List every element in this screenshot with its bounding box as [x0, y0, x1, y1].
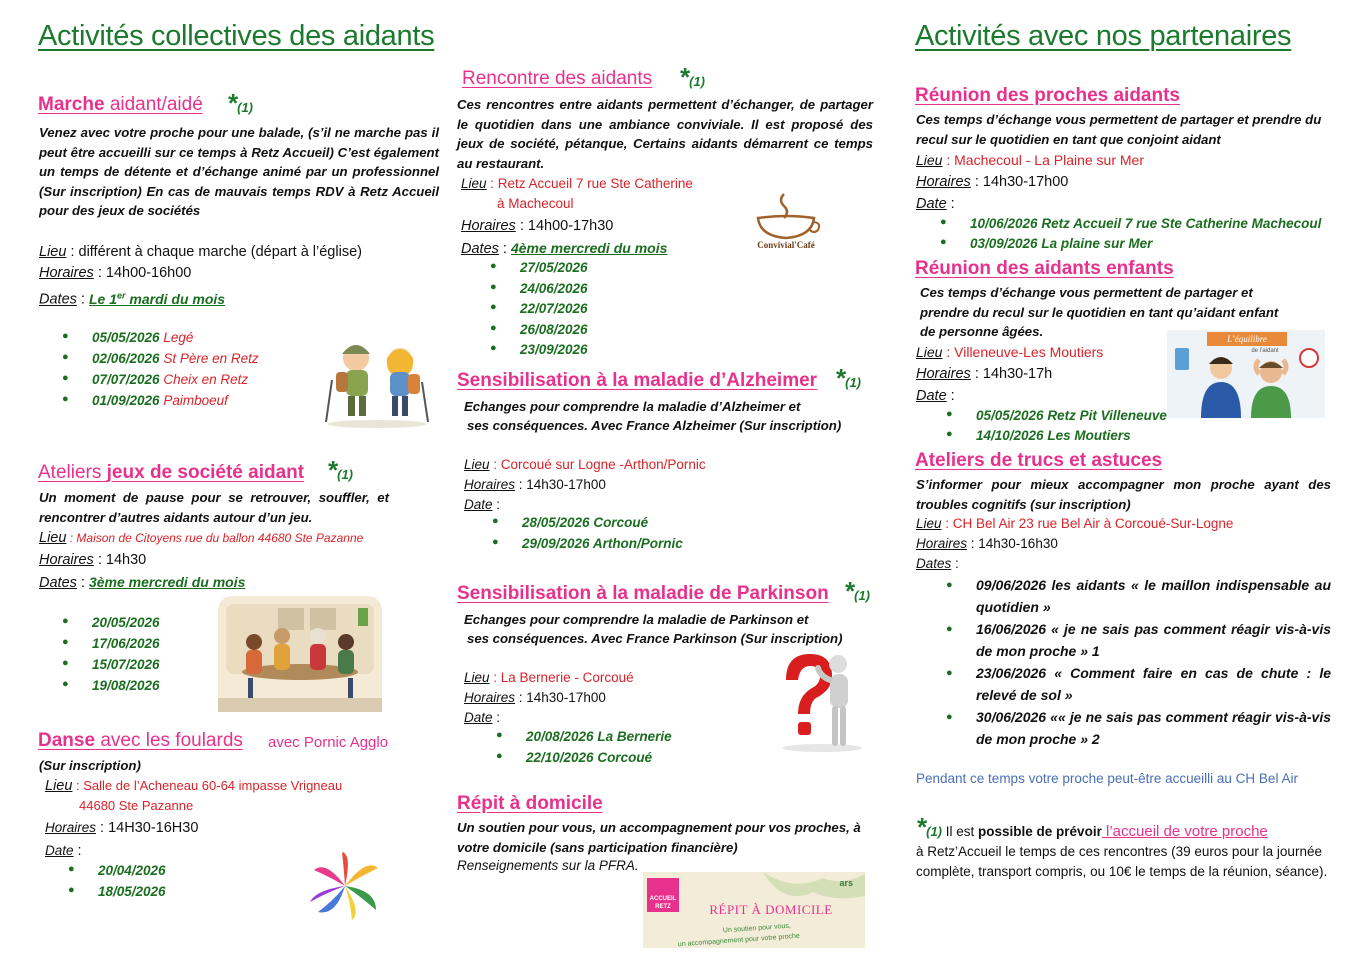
dates-sep: : — [76, 575, 89, 591]
danse-sub: (Sur inscription) — [39, 758, 141, 773]
footnote-ref: (1) — [845, 375, 862, 390]
horaires-value: : 14h00-17h30 — [515, 218, 614, 234]
horaires-value: : 14h00-16h00 — [93, 265, 192, 281]
place-text: Paimboeuf — [159, 393, 228, 408]
list-item — [62, 393, 259, 414]
rencontre-horaires — [461, 216, 613, 236]
logo-text: Convivial'Café — [757, 240, 815, 250]
repit-title: Répit à domicile — [457, 793, 603, 814]
caregiver-balance-illustration — [1167, 330, 1325, 418]
parkinson-star — [844, 576, 870, 607]
lieu-value: : CH Bel Air 23 rue Bel Air à Corcoué-Sur-Logne — [941, 516, 1234, 531]
alzheimer-dates — [464, 495, 500, 515]
place-text: St Père en Retz — [159, 351, 259, 366]
footnote-ref: (1) — [854, 588, 871, 603]
jeux-star — [327, 455, 353, 486]
question-mark-figure-illustration — [776, 646, 868, 752]
enfants-horaires — [916, 364, 1052, 384]
footnote-text-c: l’accueil de votre proche — [1101, 823, 1268, 840]
danse-lieu-line2: 44680 Ste Pazanne — [79, 798, 194, 813]
danse-title — [38, 730, 243, 752]
horaires-value: : 14h30-17h00 — [515, 690, 606, 705]
horaires-label: Horaires — [464, 690, 516, 705]
dates-label: Date — [464, 710, 493, 725]
list-item: ● 14/10/2026 Les Moutiers — [946, 428, 1167, 448]
marche-lieu — [39, 242, 362, 262]
date-text: 05/05/2026 — [92, 330, 160, 345]
dates-label: Date — [916, 388, 947, 404]
footnote — [916, 812, 1334, 882]
jeux-title-a: Ateliers — [38, 462, 107, 483]
col1-heading: Activités collectives des aidants — [38, 20, 435, 52]
dates-sep: : — [946, 196, 955, 212]
repit-banner — [643, 872, 865, 948]
dates-sep: : — [492, 497, 501, 512]
parkinson-title: Sensibilisation à la maladie de Parkinson — [457, 583, 829, 604]
footnote-ref: (1) — [926, 824, 943, 839]
proches-date-list — [940, 216, 1321, 256]
dates-sep: : — [951, 556, 959, 571]
parkinson-dates — [464, 708, 500, 728]
list-item: ● 17/06/2026 — [62, 636, 160, 657]
footnote-ref: (1) — [689, 74, 706, 89]
rencontre-lieu — [461, 174, 693, 194]
marche-dates — [39, 285, 225, 310]
marche-title-a: Marche — [38, 94, 110, 115]
lieu-label: Lieu — [916, 344, 943, 360]
date-text: 07/07/2026 — [92, 372, 160, 387]
dates-label: Date — [464, 497, 493, 512]
dates-label: Dates — [39, 575, 77, 591]
image-text-1: L’équilibre — [1227, 334, 1267, 344]
horaires-value: : 14h30-17h00 — [515, 477, 606, 492]
proches-lieu — [916, 150, 1144, 171]
list-item: ● 19/08/2026 — [62, 678, 160, 699]
banner-sub-2: un accompagnement pour votre proche — [677, 932, 801, 948]
proches-desc: Ces temps d’échange vous permettent de partager et prendre du recul sur le quotidien en tant que conjoint aidant — [916, 112, 1322, 147]
list-item: ● 16/06/2026 « je ne sais pas comment réagir vis-à-vis de mon proche » 1 — [946, 619, 1331, 663]
image-text-2: de l’aidant — [1251, 348, 1279, 354]
trucs-desc: S’informer pour mieux accompagner mon proche ayant des troubles cognitifs (sur inscription) — [916, 477, 1331, 512]
dates-sep: : — [492, 710, 501, 725]
place-text: Legé — [159, 330, 194, 345]
dates-label: Dates — [39, 291, 77, 308]
alzheimer-title: Sensibilisation à la maladie d’Alzheimer — [457, 370, 818, 391]
danse-dates — [45, 841, 82, 861]
dates-value-sup: er — [117, 290, 126, 300]
list-item: ● 20/04/2026 — [68, 863, 166, 884]
marche-desc: Venez avec votre proche pour une balade, (s’il ne marche pas il peut être accueilli sur ce temps à Retz Accueil) C’est également un temps de détente et d’échange animé par un professionnel (Sur inscription) En cas de mauvais temps RDV à Retz Accueil pour des jeux de sociétés — [39, 125, 439, 218]
danse-date-list — [68, 863, 166, 905]
rencontre-date-list — [490, 260, 588, 363]
marche-horaires — [39, 263, 191, 283]
enfants-date-list — [946, 408, 1167, 448]
dates-sep: : — [498, 241, 511, 257]
trucs-title: Ateliers de trucs et astuces — [915, 450, 1163, 471]
lieu-label: Lieu — [39, 530, 67, 546]
dates-sep: : — [76, 291, 89, 308]
marche-date-list — [62, 330, 259, 414]
date-text: 02/06/2026 — [92, 351, 160, 366]
alzheimer-desc-1: Echanges pour comprendre la maladie d’Alzheimer et — [464, 399, 801, 414]
dates-label: Dates — [916, 556, 952, 571]
dates-value — [89, 291, 225, 307]
parkinson-desc-2: ses conséquences. Avec France Parkinson (Sur inscription) — [467, 631, 843, 646]
pendant-note: Pendant ce temps votre proche peut-être accueilli au CH Bel Air — [916, 771, 1298, 786]
list-item: ● 26/08/2026 — [490, 322, 588, 343]
marche-star — [227, 88, 253, 119]
list-item: ● 24/06/2026 — [490, 281, 588, 302]
lieu-label: Lieu — [461, 176, 487, 191]
list-item: ● 22/10/2026 Corcoué — [496, 750, 672, 771]
horaires-label: Horaires — [45, 820, 97, 835]
list-item: ● 09/06/2026 les aidants « le maillon indispensable au quotidien » — [946, 575, 1331, 619]
lieu-value: : différent à chaque marche (départ à l’église) — [66, 244, 362, 260]
lieu-label: Lieu — [916, 152, 943, 168]
footnote-ref: (1) — [337, 467, 354, 482]
enfants-dates — [916, 386, 955, 406]
proches-title: Réunion des proches aidants — [915, 85, 1180, 106]
rencontre-title-a: Rencontre — [462, 68, 555, 89]
alzheimer-horaires — [464, 475, 606, 495]
banner-logo-2: RETZ — [655, 904, 671, 910]
lieu-label: Lieu — [916, 516, 942, 531]
trucs-date-list — [946, 575, 1331, 751]
horaires-value: : 14h30-16h30 — [967, 536, 1058, 551]
rencontre-star — [679, 62, 705, 93]
dates-value-b: mardi du mois — [125, 290, 226, 307]
place-text: Cheix en Retz — [159, 372, 249, 387]
dates-value-a: Le 1 — [88, 290, 117, 307]
list-item: ● 30/06/2026 «« je ne sais pas comment réagir vis-à-vis de mon proche » 2 — [946, 707, 1331, 751]
dates-sep: : — [946, 388, 955, 404]
marche-title — [38, 94, 203, 116]
enfants-lieu — [916, 342, 1103, 363]
horaires-label: Horaires — [39, 265, 94, 281]
star-icon: * — [916, 812, 927, 842]
dates-sep: : — [73, 843, 82, 859]
enfants-title: Réunion des aidants enfants — [915, 258, 1174, 279]
footnote-star — [916, 812, 943, 842]
horaires-label: Horaires — [461, 218, 516, 234]
horaires-label: Horaires — [464, 477, 516, 492]
horaires-value: : 14h30-17h00 — [970, 174, 1069, 190]
rencontre-title — [462, 68, 652, 90]
danse-lieu — [45, 776, 342, 796]
marche-title-b: aidant/aidé — [109, 94, 203, 115]
horaires-label: Horaires — [916, 174, 971, 190]
horaires-label: Horaires — [916, 366, 971, 382]
jeux-desc: Un moment de pause pour se retrouver, souffler, et rencontrer d’autres aidants autour d’un jeu. — [39, 490, 389, 525]
convivial-cafe-logo — [748, 190, 824, 250]
list-item: ● 05/05/2026 Retz Pit Villeneuve — [946, 408, 1167, 428]
list-item: ● 28/05/2026 Corcoué — [492, 515, 683, 536]
dates-value: 3ème mercredi du mois — [88, 574, 246, 590]
trucs-horaires — [916, 534, 1058, 554]
list-item: ● 10/06/2026 Retz Accueil 7 rue Ste Catherine Machecoul — [940, 216, 1321, 236]
list-item: ● 20/08/2026 La Bernerie — [496, 729, 672, 750]
repit-note: Renseignements sur la PFRA. — [457, 858, 639, 873]
trucs-dates — [916, 554, 959, 574]
horaires-value: : 14H30-16H30 — [96, 820, 199, 836]
danse-title-a: Danse — [38, 730, 101, 751]
list-item: ● 23/09/2026 — [490, 342, 588, 363]
jeux-title-b: jeux de société aidant — [106, 462, 305, 483]
lieu-value: : Machecoul - La Plaine sur Mer — [942, 152, 1144, 168]
repit-desc: Un soutien pour vous, un accompagnement pour vos proches, à votre domicile (sans participation financière) — [457, 820, 861, 855]
hikers-illustration — [322, 336, 434, 428]
danse-partner: avec Pornic Agglo — [268, 734, 389, 751]
lieu-value: : Maison de Citoyens rue du ballon 44680 Ste Pazanne — [66, 531, 364, 545]
lieu-value: : Villeneuve-Les Moutiers — [942, 344, 1104, 360]
horaires-label: Horaires — [39, 552, 94, 568]
list-item: ● 23/06/2026 « Comment faire en cas de chute : le relevé de sol » — [946, 663, 1331, 707]
horaires-value: : 14h30-17h — [970, 366, 1053, 382]
rencontre-lieu-line2: à Machecoul — [497, 196, 574, 211]
footnote-text-a: Il est — [942, 824, 979, 839]
lieu-value: : Salle de l’Acheneau 60-64 impasse Vrigneau — [72, 778, 343, 793]
lieu-label: Lieu — [45, 778, 73, 794]
horaires-label: Horaires — [916, 536, 968, 551]
footnote-text-b: possible de prévoir — [978, 824, 1102, 839]
parkinson-horaires — [464, 688, 606, 708]
alzheimer-lieu — [464, 455, 706, 475]
footnote-text-d: à Retz’Accueil le temps de ces rencontres (39 euros pour la journée complète, transport compris, ou 10€ le temps de la réunion, séance). — [916, 844, 1328, 879]
scarves-illustration — [306, 850, 384, 922]
list-item: ● 22/07/2026 — [490, 301, 588, 322]
lieu-label: Lieu — [39, 244, 67, 260]
jeux-lieu — [39, 528, 363, 548]
danse-title-b: avec les foulards — [100, 730, 243, 751]
dates-label: Date — [916, 196, 947, 212]
lieu-label: Lieu — [464, 670, 490, 685]
list-item: ● 20/05/2026 — [62, 615, 160, 636]
proches-horaires — [916, 172, 1068, 192]
parkinson-lieu — [464, 668, 634, 688]
jeux-horaires — [39, 550, 146, 570]
enfants-desc: Ces temps d’échange vous permettent de partager et prendre du recul sur le quotidien en tant qu’aidant enfant de personne âgées. — [920, 285, 1279, 339]
star-icon: * — [327, 455, 338, 485]
list-item — [62, 351, 259, 372]
dates-label: Dates — [461, 241, 499, 257]
list-item: ● 27/05/2026 — [490, 260, 588, 281]
rencontre-desc: Ces rencontres entre aidants permettent d’échanger, de partager le quotidien dans une ambiance conviviale. Il est proposé des jeux de société, pétanque, Certains aidants démarrent ce temps au restaurant. — [457, 97, 873, 171]
danse-horaires — [45, 818, 198, 838]
board-game-illustration — [218, 596, 382, 712]
ars-logo: ars — [839, 878, 853, 888]
proches-dates — [916, 194, 955, 214]
dates-value: 4ème mercredi du mois — [510, 240, 668, 256]
jeux-dates — [39, 572, 245, 593]
dates-label: Date — [45, 843, 74, 858]
alzheimer-date-list — [492, 515, 683, 557]
list-item — [62, 372, 259, 393]
date-text: 01/09/2026 — [92, 393, 160, 408]
trucs-lieu — [916, 514, 1233, 534]
lieu-value: : Retz Accueil 7 rue Ste Catherine — [486, 176, 693, 191]
list-item: ● 29/09/2026 Arthon/Pornic — [492, 536, 683, 557]
lieu-label: Lieu — [464, 457, 490, 472]
list-item: ● 18/05/2026 — [68, 884, 166, 905]
star-icon: * — [844, 576, 855, 606]
rencontre-dates — [461, 238, 667, 259]
parkinson-date-list — [496, 729, 672, 771]
alzheimer-desc-2: ses conséquences. Avec France Alzheimer (Sur inscription) — [467, 418, 842, 433]
footnote-ref: (1) — [237, 100, 254, 115]
lieu-value: : La Bernerie - Corcoué — [489, 670, 634, 685]
banner-title: RÉPIT À DOMICILE — [709, 902, 833, 917]
list-item: ● 03/09/2026 La plaine sur Mer — [940, 236, 1321, 256]
banner-sub-1: Un soutien pour vous, — [722, 922, 792, 935]
col3-heading: Activités avec nos partenaires — [915, 20, 1292, 52]
banner-logo-1: ACCUEIL — [649, 896, 677, 902]
parkinson-desc-1: Echanges pour comprendre la maladie de Parkinson et — [464, 612, 809, 627]
star-icon: * — [835, 363, 846, 393]
star-icon: * — [227, 88, 238, 118]
horaires-value: : 14h30 — [93, 552, 147, 568]
list-item: ● 15/07/2026 — [62, 657, 160, 678]
jeux-date-list — [62, 615, 160, 699]
rencontre-title-b: des aidants — [554, 68, 653, 89]
star-icon: * — [679, 62, 690, 92]
list-item — [62, 330, 259, 351]
lieu-value: : Corcoué sur Logne -Arthon/Pornic — [489, 457, 706, 472]
jeux-title — [38, 462, 304, 484]
alzheimer-star — [835, 363, 861, 394]
